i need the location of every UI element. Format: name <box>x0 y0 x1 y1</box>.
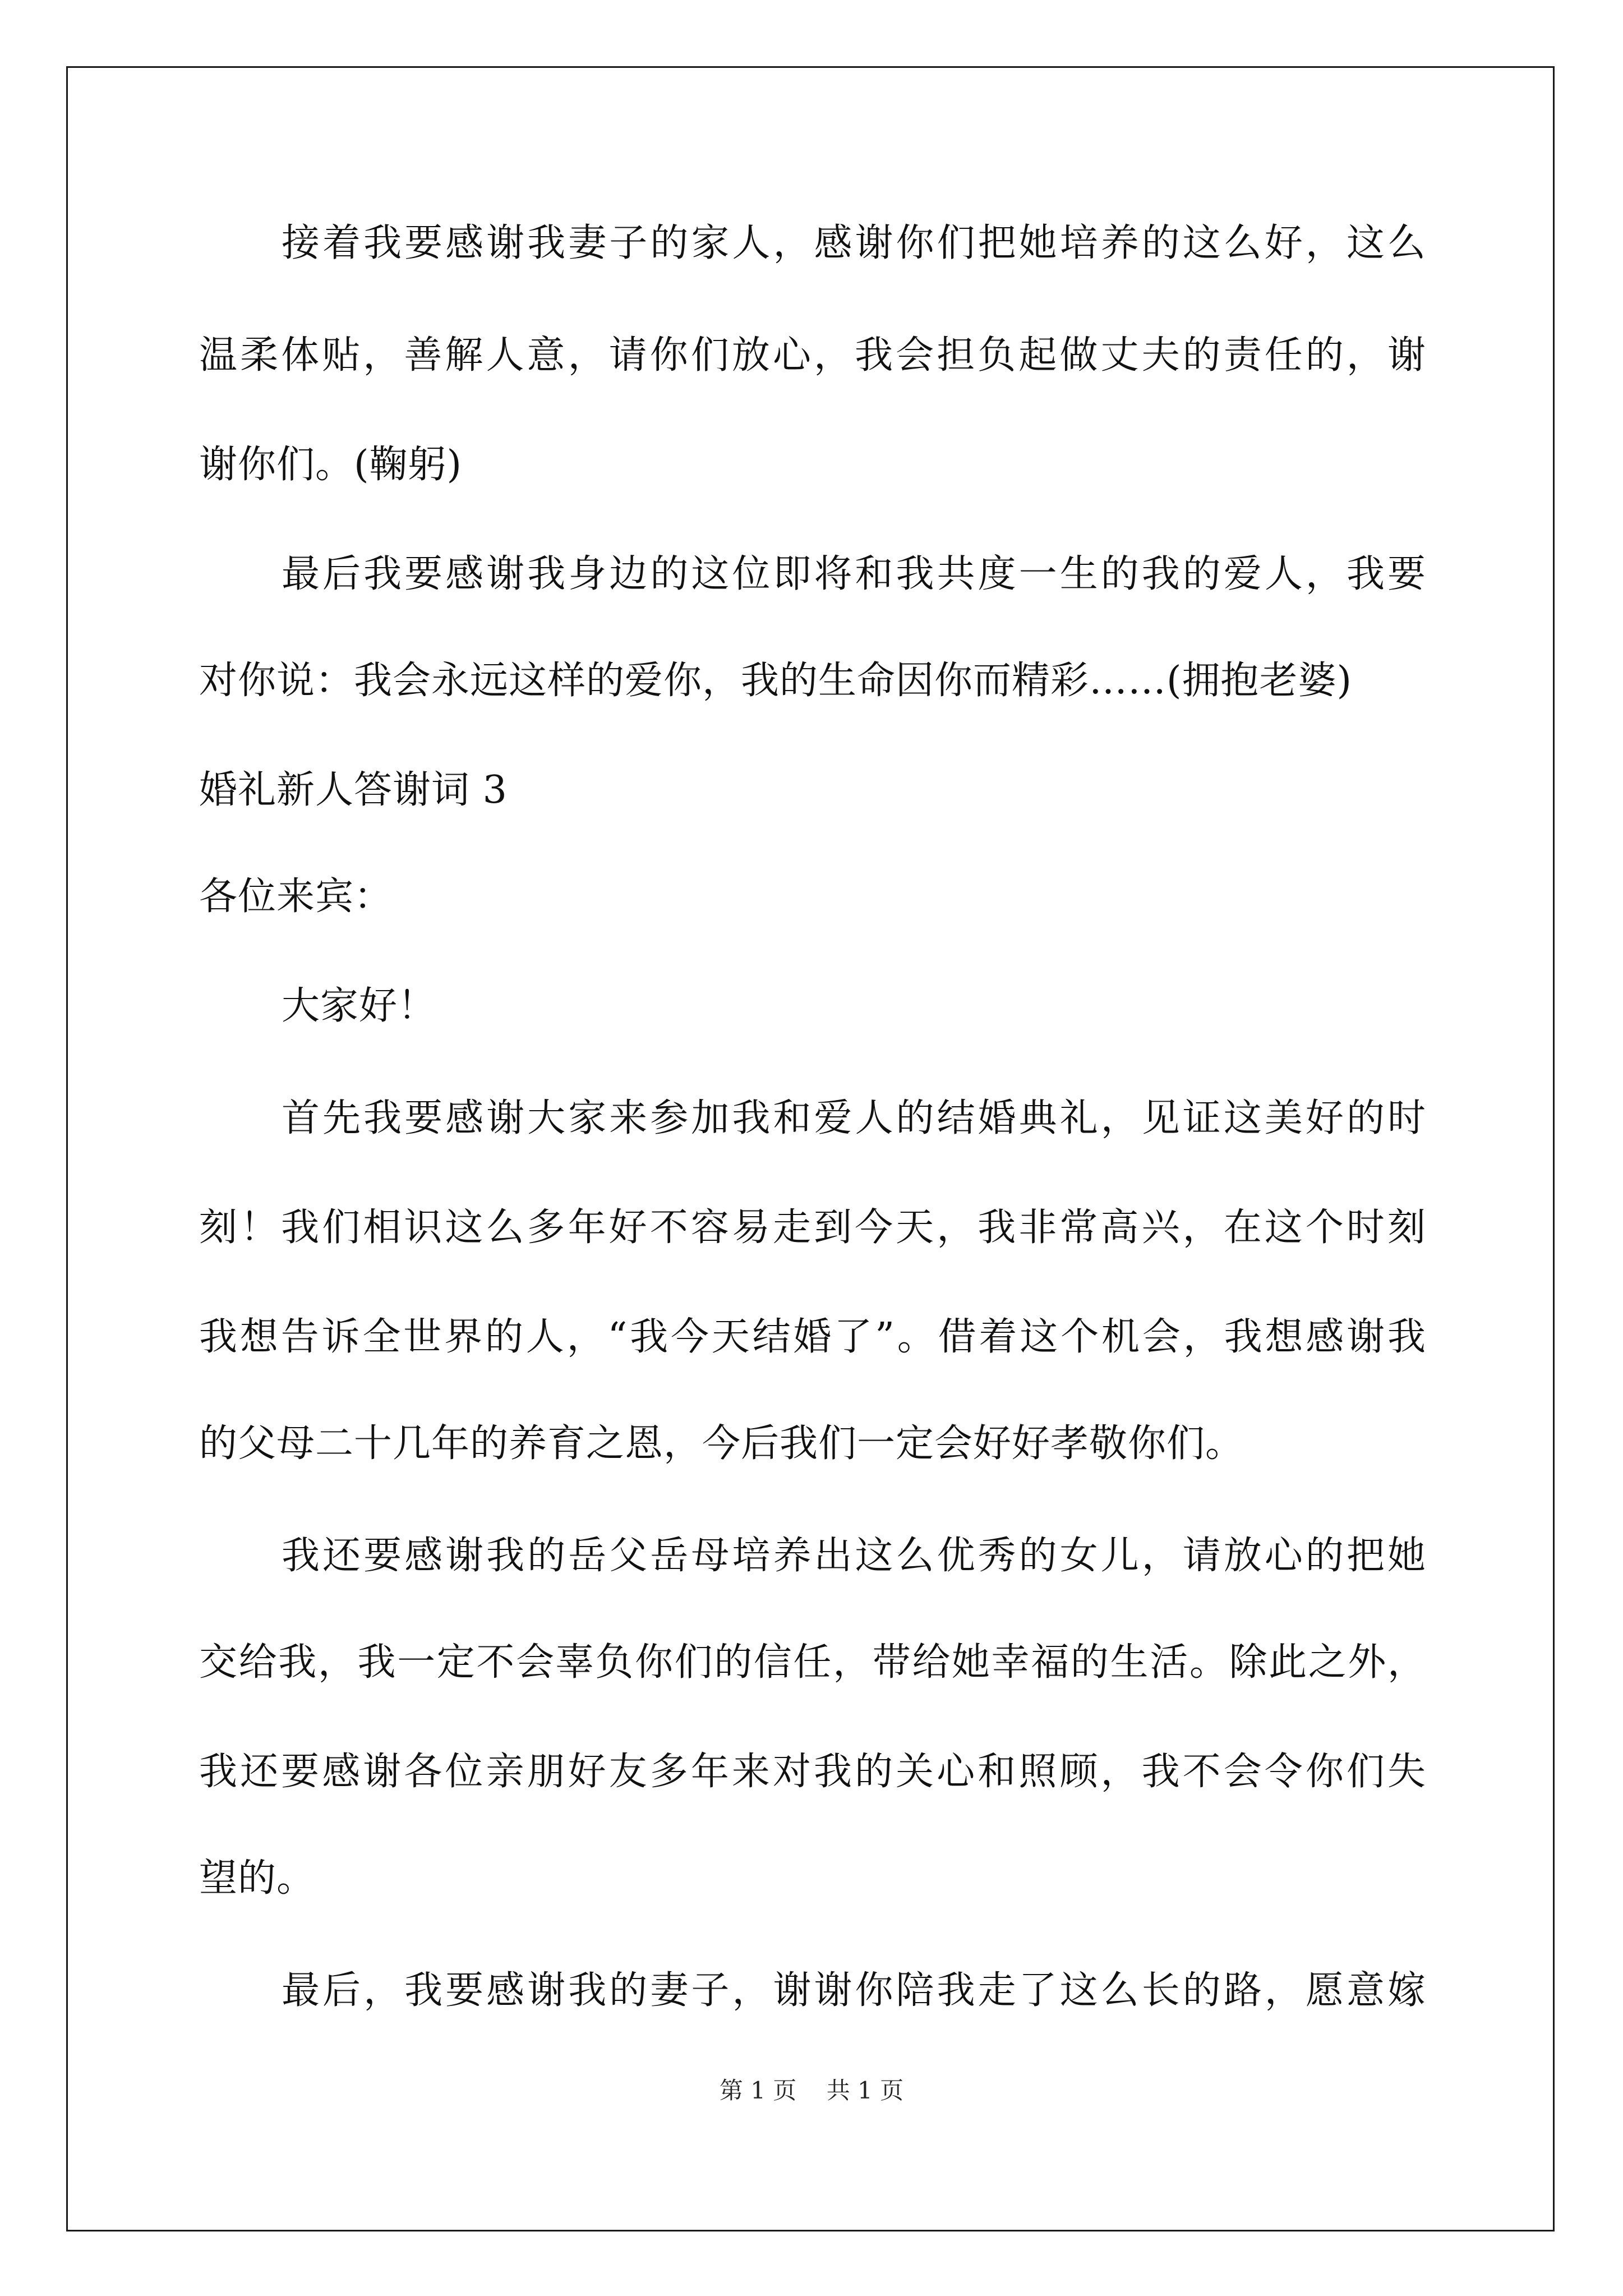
page-number: 第 1 页 共 1 页 <box>719 2077 904 2104</box>
text-line: 接着我要感谢我妻子的家人，感谢你们把她培养的这么好，这么 <box>282 221 1426 265</box>
text-line: 谢你们。(鞠躬) <box>199 443 463 487</box>
text-line: 交给我，我一定不会辜负你们的信任，带给她幸福的生活。除此之外， <box>199 1640 1426 1685</box>
greeting: 大家好！ <box>282 984 437 1028</box>
text-line: 最后，我要感谢我的妻子，谢谢你陪我走了这么长的路，愿意嫁 <box>282 1968 1426 2013</box>
text-line: 首先我要感谢大家来参加我和爱人的结婚典礼，见证这美好的时 <box>282 1096 1426 1140</box>
text-line: 的父母二十几年的养育之恩，今后我们一定会好好孝敬你们。 <box>199 1421 1244 1466</box>
salutation: 各位来宾： <box>199 875 393 919</box>
section-heading: 婚礼新人答谢词 3 <box>199 768 508 812</box>
text-line: 刻！我们相识这么多年好不容易走到今天，我非常高兴，在这个时刻 <box>199 1205 1426 1250</box>
page-border <box>66 66 1555 2231</box>
text-line: 我想告诉全世界的人，“我今天结婚了”。借着这个机会，我想感谢我 <box>199 1315 1426 1359</box>
text-line: 温柔体贴，善解人意，请你们放心，我会担负起做丈夫的责任的，谢 <box>199 333 1426 378</box>
text-line: 我还要感谢各位亲朋好友多年来对我的关心和照顾，我不会令你们失 <box>199 1750 1426 1794</box>
text-line: 望的。 <box>199 1856 316 1901</box>
text-line: 最后我要感谢我身边的这位即将和我共度一生的我的爱人，我要 <box>282 552 1426 596</box>
text-line: 我还要感谢我的岳父岳母培养出这么优秀的女儿，请放心的把她 <box>282 1534 1426 1578</box>
text-line: 对你说：我会永远这样的爱你，我的生命因你而精彩……(拥抱老婆) <box>199 659 1353 703</box>
